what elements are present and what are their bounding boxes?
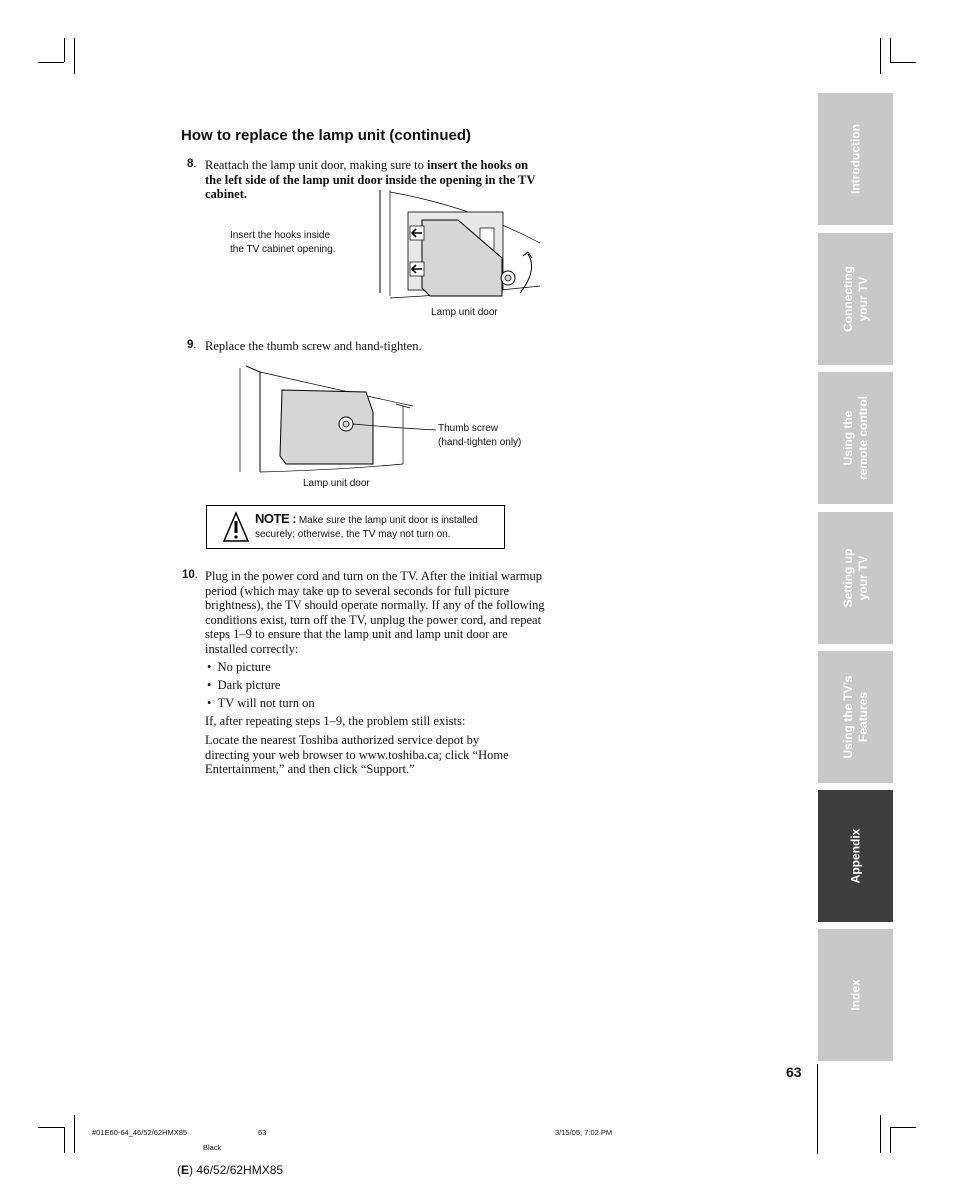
page-number-rule bbox=[817, 1064, 818, 1154]
tab-appendix[interactable]: Appendix bbox=[818, 790, 893, 922]
thumb-screw-illustration bbox=[238, 364, 538, 476]
page-number: 63 bbox=[786, 1064, 802, 1080]
lamp-door-hooks-illustration bbox=[370, 188, 545, 310]
hooks-label: Insert the hooks inside the TV cabinet opening. bbox=[230, 230, 336, 255]
list-item: • No picture bbox=[207, 660, 271, 674]
tab-introduction[interactable]: Introduction bbox=[818, 93, 893, 225]
step-text: Plug in the power cord and turn on the TV. After the initial warmup period (which may take up to several seconds for full picture brightness), the TV should operate normally. If any of the following conditions exist, turn off the TV, unplug the power cord, and repeat steps 1–9 to ensure that the lamp unit and lamp unit door are installed correctly: bbox=[205, 569, 545, 656]
if-line: If, after repeating steps 1–9, the problem still exists: bbox=[205, 714, 466, 728]
tab-using-remote-control[interactable]: Using the remote control bbox=[818, 372, 893, 504]
tab-setting-up-your-tv[interactable]: Setting up your TV bbox=[818, 512, 893, 644]
lamp-door-label: Lamp unit door bbox=[303, 478, 370, 489]
page-title: How to replace the lamp unit (continued) bbox=[181, 127, 472, 144]
list-item: • Dark picture bbox=[207, 678, 281, 692]
note-text: NOTE : Make sure the lamp unit door is installed securely; otherwise, the TV may not turn on. bbox=[255, 511, 478, 540]
list-item: • TV will not turn on bbox=[207, 696, 315, 710]
step-text: Reattach the lamp unit door, making sure to insert the hooks on the left side of the lamp unit door inside the opening in the TV cabinet. bbox=[205, 158, 536, 201]
step-text: Replace the thumb screw and hand-tighten. bbox=[205, 339, 422, 353]
step-number: 8. bbox=[187, 158, 197, 170]
note-box bbox=[206, 505, 505, 549]
step-number: 9. bbox=[187, 339, 197, 351]
footer-color: Black bbox=[203, 1143, 222, 1152]
warning-icon bbox=[222, 511, 250, 543]
model-number: (E) 46/52/62HMX85 bbox=[177, 1163, 284, 1177]
footer-page: 63 bbox=[258, 1128, 267, 1137]
tab-using-tv-features[interactable]: Using the TV’s Features bbox=[818, 651, 893, 783]
step-number: 10. bbox=[182, 569, 198, 581]
tab-connecting-your-tv[interactable]: Connecting your TV bbox=[818, 233, 893, 365]
lamp-door-label: Lamp unit door bbox=[431, 307, 498, 318]
thumb-screw-label: Thumb screw (hand-tighten only) bbox=[438, 423, 522, 448]
footer-file: #01E60-64_46/52/62HMX85 bbox=[92, 1128, 188, 1137]
locate-text: Locate the nearest Toshiba authorized service depot by directing your web browser to www.toshiba.ca; click “Home Entertainment,” and then click “Support.” bbox=[205, 733, 509, 776]
footer-date: 3/15/05, 7:02 PM bbox=[555, 1128, 613, 1137]
tab-index[interactable]: Index bbox=[818, 929, 893, 1061]
bullet-list bbox=[207, 660, 315, 714]
